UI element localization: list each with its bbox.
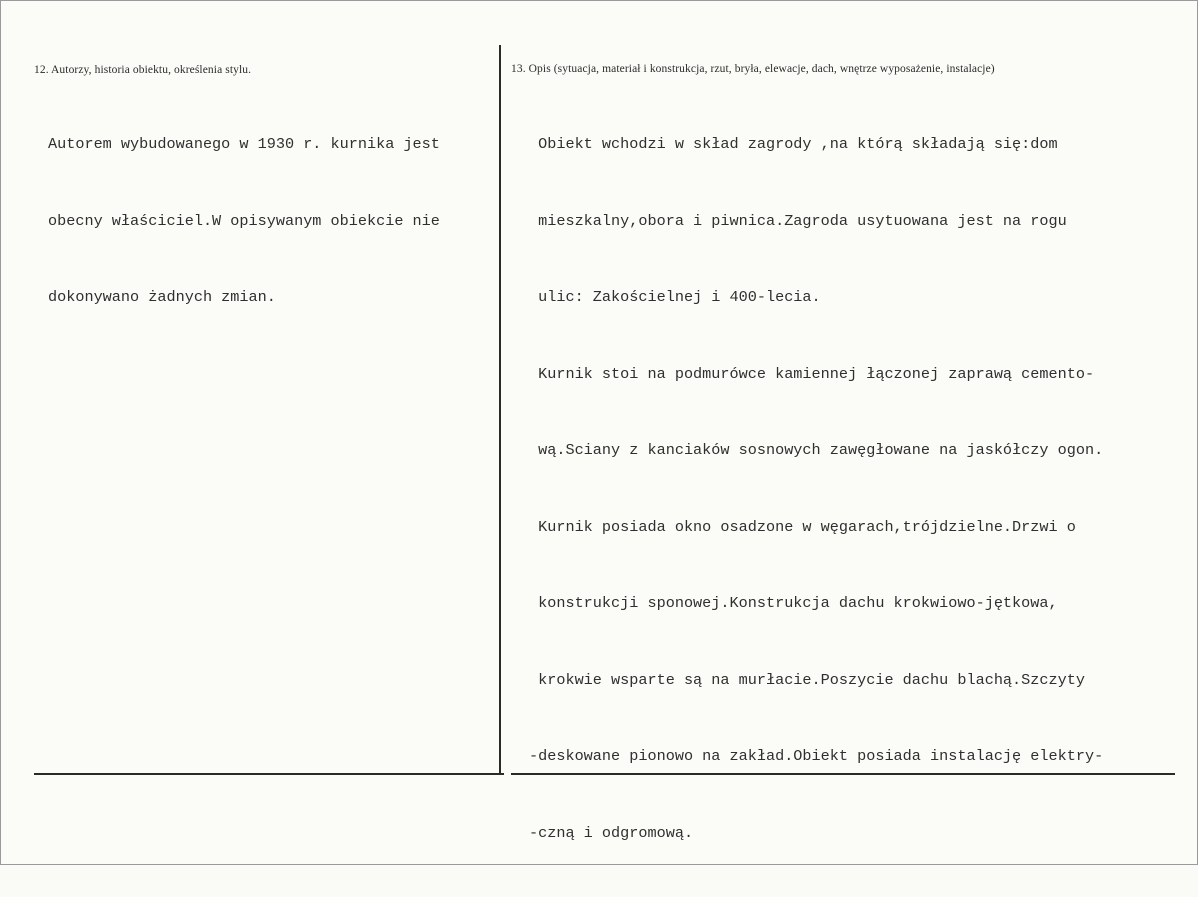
section-12-text	[48, 81, 440, 362]
section-13-heading: 13. Opis (sytuacja, materiał i konstrukcja, rzut, bryła, elewacje, dach, wnętrze wyposażenie, instalacje)	[511, 63, 995, 75]
section-13-line: Kurnik stoi na podmurówce kamiennej łączonej zaprawą cemento-	[529, 364, 1095, 383]
section-13-line: wą.Sciany z kanciaków sosnowych zawęgłowane na jaskółczy ogon.	[529, 441, 1104, 459]
section-13-line: konstrukcji sponowej.Konstrukcja dachu krokwiowo-jętkowa,	[529, 594, 1058, 612]
bottom-rule-left	[34, 773, 504, 775]
section-12-line: obecny właściciel.W opisywanym obiekcie nie	[48, 211, 440, 230]
section-13-line: krokwie wsparte są na murłacie.Poszycie dachu blachą.Szczyty	[529, 670, 1085, 689]
section-13-line: mieszkalny,obora i piwnica.Zagroda usytuowana jest na rogu	[529, 211, 1067, 230]
section-13-line: ulic: Zakościelnej i 400-lecia.	[529, 288, 821, 306]
section-12-line: Autorem wybudowanego w 1930 r. kurnika jest	[48, 135, 440, 153]
bottom-rule-right	[511, 773, 1175, 775]
section-12-line: dokonywano żadnych zmian.	[48, 288, 276, 306]
section-13-line: Kurnik posiada okno osadzone w węgarach,trójdzielne.Drzwi o	[529, 517, 1076, 536]
section-12-heading: 12. Autorzy, historia obiektu, określenia stylu.	[34, 64, 252, 76]
section-13-line: -deskowane pionowo na zakład.Obiekt posiada instalację elektry-	[529, 747, 1104, 765]
column-divider	[499, 45, 501, 775]
section-13-line: -czną i odgromową.	[529, 823, 694, 842]
section-13-line: Obiekt wchodzi w skład zagrody ,na którą składają się:dom	[529, 135, 1058, 153]
